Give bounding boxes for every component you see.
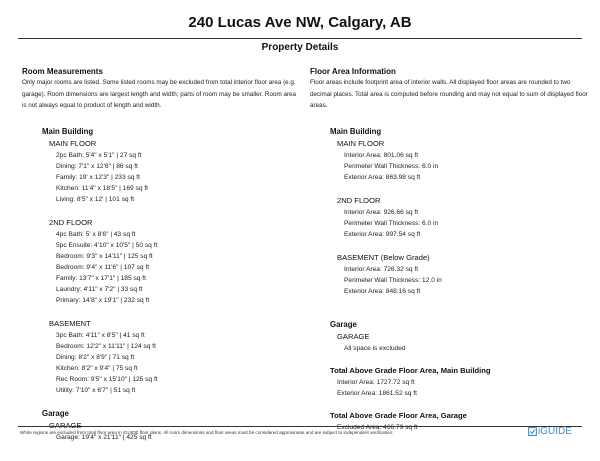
room-item: Kitchen: 11'4" x 18'5" | 169 sq ft xyxy=(56,184,148,192)
area-item: All space is excluded xyxy=(344,344,406,352)
room-item: Bedroom: 12'2" x 11'11" | 124 sq ft xyxy=(56,342,156,350)
room-item: Rec Room: 9'5" x 15'10" | 125 sq ft xyxy=(56,375,158,383)
room-measurements-section xyxy=(22,66,302,443)
area-item: Perimeter Wall Thickness: 6.0 in xyxy=(344,162,439,170)
floor-name: MAIN FLOOR xyxy=(337,138,385,148)
room-measurements-description: Only major rooms are listed. Some listed rooms may be excluded from total interior floor area (e.g. garage). Room dimensions are largest length and width; parts of room may be smaller. Room area is not always equal to product of length and width. xyxy=(22,79,297,109)
building-name: Garage xyxy=(42,408,69,418)
floor-name: GARAGE xyxy=(49,420,82,430)
iguide-logo-icon xyxy=(528,427,537,436)
room-item: Laundry: 4'11" x 7'2" | 33 sq ft xyxy=(56,285,143,293)
total-heading: Total Above Grade Floor Area, Main Building xyxy=(330,365,491,375)
floor-name: BASEMENT (Below Grade) xyxy=(337,252,430,262)
floor-name: 2ND FLOOR xyxy=(49,217,93,227)
room-item: Living: 8'5" x 12' | 101 sq ft xyxy=(56,195,135,203)
iguide-logo xyxy=(528,426,572,437)
area-item: Interior Area: 926.66 sq ft xyxy=(344,208,419,216)
building-name: Garage xyxy=(330,319,357,329)
floor-area-description: Floor areas include footprint area of interior walls. All displayed floor areas are rounded to two decimal places. Total area is computed before rounding and may not equal to sum of displayed floor areas. xyxy=(310,79,588,109)
room-item: Primary: 14'8" x 19'1" | 232 sq ft xyxy=(56,296,150,304)
area-item: Interior Area: 726.32 sq ft xyxy=(344,265,419,273)
footer-divider xyxy=(18,426,582,427)
floor-name: BASEMENT xyxy=(49,318,91,328)
room-item: 3pc Bath: 4'11" x 8'5" | 41 sq ft xyxy=(56,331,145,339)
total-item: Excluded Area: 466.79 sq ft xyxy=(337,423,418,431)
area-item: Interior Area: 801.06 sq ft xyxy=(344,151,419,159)
room-item: 5pc Ensuite: 4'10" x 10'5" | 50 sq ft xyxy=(56,241,158,249)
floor-name: GARAGE xyxy=(337,331,370,341)
header-divider xyxy=(18,38,582,39)
floor-name: MAIN FLOOR xyxy=(49,138,97,148)
room-item: Utility: 7'10" x 6'7" | 51 sq ft xyxy=(56,386,136,394)
room-item: Bedroom: 9'4" x 11'6" | 107 sq ft xyxy=(56,263,150,271)
page-title: 240 Lucas Ave NW, Calgary, AB xyxy=(188,14,412,31)
footer-disclaimer: White regions are excluded from total floor area in iGUIDE floor plans. All room dimensions and floor areas must be considered approximate and are subject to independent verification. xyxy=(20,430,394,435)
area-item: Perimeter Wall Thickness: 6.0 in xyxy=(344,219,439,227)
building-name: Main Building xyxy=(42,126,94,136)
page-subtitle: Property Details xyxy=(261,42,339,53)
area-item: Exterior Area: 863.98 sq ft xyxy=(344,173,421,181)
area-item: Exterior Area: 848.16 sq ft xyxy=(344,287,421,295)
area-item: Perimeter Wall Thickness: 12.0 in xyxy=(344,276,442,284)
room-item: Kitchen: 8'2" x 9'4" | 75 sq ft xyxy=(56,364,138,372)
room-item: Dining: 7'1" x 12'6" | 86 sq ft xyxy=(56,162,138,170)
room-item: Bedroom: 9'3" x 14'11" | 125 sq ft xyxy=(56,252,153,260)
total-item: Exterior Area: 1861.52 sq ft xyxy=(337,389,417,397)
room-item: Family: 13'7" x 17'1" | 185 sq ft xyxy=(56,274,146,282)
total-item: Interior Area: 1727.72 sq ft xyxy=(337,378,415,386)
total-heading: Total Above Grade Floor Area, Garage xyxy=(330,410,467,420)
floor-area-heading: Floor Area Information xyxy=(310,67,396,76)
building-name: Main Building xyxy=(330,126,382,136)
floor-name: 2ND FLOOR xyxy=(337,195,381,205)
room-item: Family: 19' x 12'3" | 233 sq ft xyxy=(56,173,140,181)
room-item: 2pc Bath: 5'4" x 5'1" | 27 sq ft xyxy=(56,151,142,159)
iguide-logo-text: iGUIDE xyxy=(538,426,572,437)
room-item: 4pc Bath: 5' x 8'6" | 43 sq ft xyxy=(56,230,136,238)
area-item: Exterior Area: 997.54 sq ft xyxy=(344,230,421,238)
room-item: Garage: 19'4" x 21'11" | 425 sq ft xyxy=(56,433,152,441)
room-item: Dining: 8'2" x 8'9" | 71 sq ft xyxy=(56,353,135,361)
floor-area-section xyxy=(310,66,590,433)
room-measurements-heading: Room Measurements xyxy=(22,67,103,76)
